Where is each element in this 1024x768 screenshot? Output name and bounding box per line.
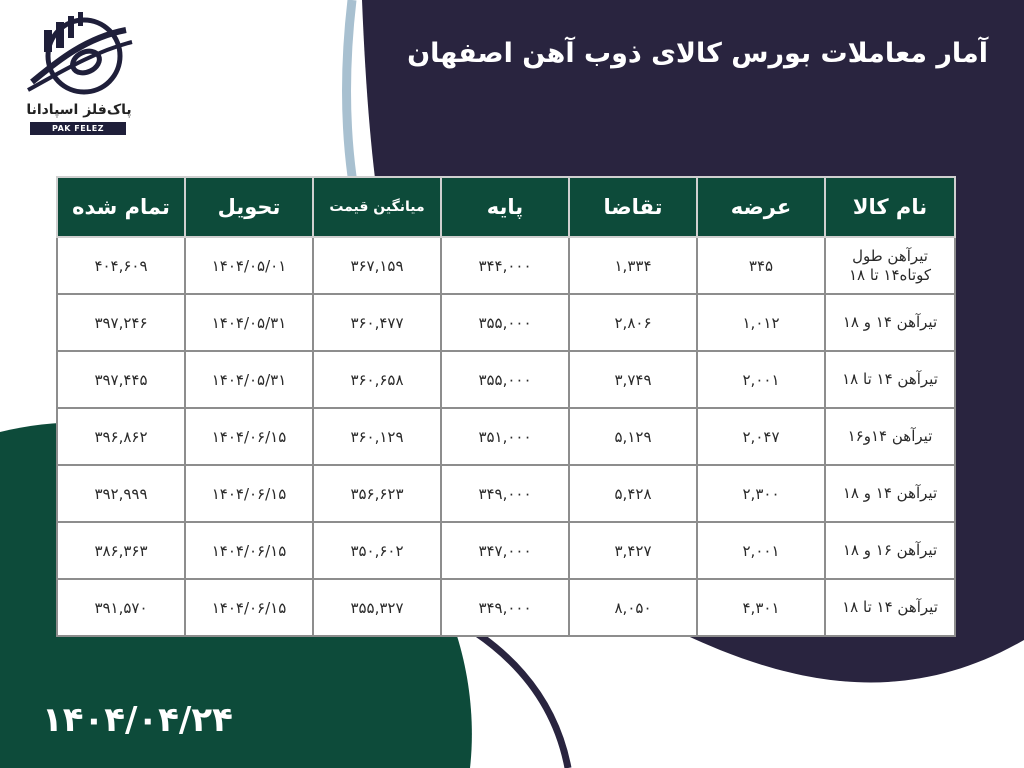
cell-base-price: ۳۴۹,۰۰۰ — [441, 465, 569, 522]
cell-supply: ۱,۰۱۲ — [697, 294, 825, 351]
header-final-price: تمام شده — [57, 177, 185, 237]
cell-delivery: ۱۴۰۴/۰۶/۱۵ — [185, 408, 313, 465]
table-row — [57, 465, 955, 522]
table-row — [57, 522, 955, 579]
cell-base-price: ۳۴۹,۰۰۰ — [441, 579, 569, 636]
cell-base-price: ۳۵۱,۰۰۰ — [441, 408, 569, 465]
cell-product-name: تیرآهن ۱۴ و ۱۸ — [825, 465, 955, 522]
table-row — [57, 579, 955, 636]
cell-delivery: ۱۴۰۴/۰۵/۳۱ — [185, 351, 313, 408]
cell-final-price: ۳۸۶,۳۶۳ — [57, 522, 185, 579]
cell-delivery: ۱۴۰۴/۰۶/۱۵ — [185, 522, 313, 579]
logo-name-english: PAK FELEZ ESPADANA — [30, 122, 126, 135]
company-logo — [14, 8, 144, 146]
cell-average-price: ۳۶۰,۱۲۹ — [313, 408, 441, 465]
cell-average-price: ۳۶۰,۶۵۸ — [313, 351, 441, 408]
cell-supply: ۲,۰۰۱ — [697, 522, 825, 579]
cell-delivery: ۱۴۰۴/۰۵/۳۱ — [185, 294, 313, 351]
cell-base-price: ۳۵۵,۰۰۰ — [441, 294, 569, 351]
cell-demand: ۲,۸۰۶ — [569, 294, 697, 351]
cell-base-price: ۳۴۷,۰۰۰ — [441, 522, 569, 579]
header-product-name: نام کالا — [825, 177, 955, 237]
trade-statistics-table — [56, 176, 956, 637]
cell-product-name: تیرآهن طول کوتاه۱۴ تا ۱۸ — [825, 237, 955, 294]
cell-delivery: ۱۴۰۴/۰۶/۱۵ — [185, 579, 313, 636]
cell-average-price: ۳۵۶,۶۲۳ — [313, 465, 441, 522]
cell-average-price: ۳۶۰,۴۷۷ — [313, 294, 441, 351]
cell-demand: ۵,۴۲۸ — [569, 465, 697, 522]
cell-product-name: تیرآهن ۱۴ تا ۱۸ — [825, 351, 955, 408]
cell-supply: ۲,۰۰۱ — [697, 351, 825, 408]
cell-final-price: ۳۹۷,۲۴۶ — [57, 294, 185, 351]
cell-product-name: تیرآهن ۱۴ تا ۱۸ — [825, 579, 955, 636]
cell-supply: ۴,۳۰۱ — [697, 579, 825, 636]
page-title: آمار معاملات بورس کالای ذوب آهن اصفهان — [407, 38, 988, 69]
cell-final-price: ۳۹۱,۵۷۰ — [57, 579, 185, 636]
cell-average-price: ۳۵۵,۳۲۷ — [313, 579, 441, 636]
cell-delivery: ۱۴۰۴/۰۶/۱۵ — [185, 465, 313, 522]
cell-final-price: ۳۹۶,۸۶۲ — [57, 408, 185, 465]
header-base-price: پایه — [441, 177, 569, 237]
cell-final-price: ۳۹۷,۴۴۵ — [57, 351, 185, 408]
logo-emblem-icon — [14, 8, 144, 104]
cell-supply: ۳۴۵ — [697, 237, 825, 294]
table-row — [57, 408, 955, 465]
cell-demand: ۳,۴۲۷ — [569, 522, 697, 579]
cell-average-price: ۳۶۷,۱۵۹ — [313, 237, 441, 294]
cell-base-price: ۳۵۵,۰۰۰ — [441, 351, 569, 408]
cell-product-name: تیرآهن ۱۶ و ۱۸ — [825, 522, 955, 579]
header-demand: تقاضا — [569, 177, 697, 237]
report-date: ۱۴۰۴/۰۴/۲۴ — [42, 700, 233, 740]
table-header-row — [57, 177, 955, 237]
cell-demand: ۵,۱۲۹ — [569, 408, 697, 465]
header-average-price: میانگین قیمت — [313, 177, 441, 237]
cell-demand: ۸,۰۵۰ — [569, 579, 697, 636]
header-delivery: تحویل — [185, 177, 313, 237]
cell-average-price: ۳۵۰,۶۰۲ — [313, 522, 441, 579]
cell-supply: ۲,۰۴۷ — [697, 408, 825, 465]
table-row — [57, 237, 955, 294]
header-supply: عرضه — [697, 177, 825, 237]
cell-demand: ۱,۳۳۴ — [569, 237, 697, 294]
table-row — [57, 351, 955, 408]
cell-supply: ۲,۳۰۰ — [697, 465, 825, 522]
cell-delivery: ۱۴۰۴/۰۵/۰۱ — [185, 237, 313, 294]
logo-name-persian: پاک‌فلز اسپادانا — [26, 102, 132, 118]
cell-demand: ۳,۷۴۹ — [569, 351, 697, 408]
cell-product-name: تیرآهن ۱۴و۱۶ — [825, 408, 955, 465]
cell-base-price: ۳۴۴,۰۰۰ — [441, 237, 569, 294]
cell-product-name: تیرآهن ۱۴ و ۱۸ — [825, 294, 955, 351]
table-row — [57, 294, 955, 351]
cell-final-price: ۴۰۴,۶۰۹ — [57, 237, 185, 294]
cell-final-price: ۳۹۲,۹۹۹ — [57, 465, 185, 522]
